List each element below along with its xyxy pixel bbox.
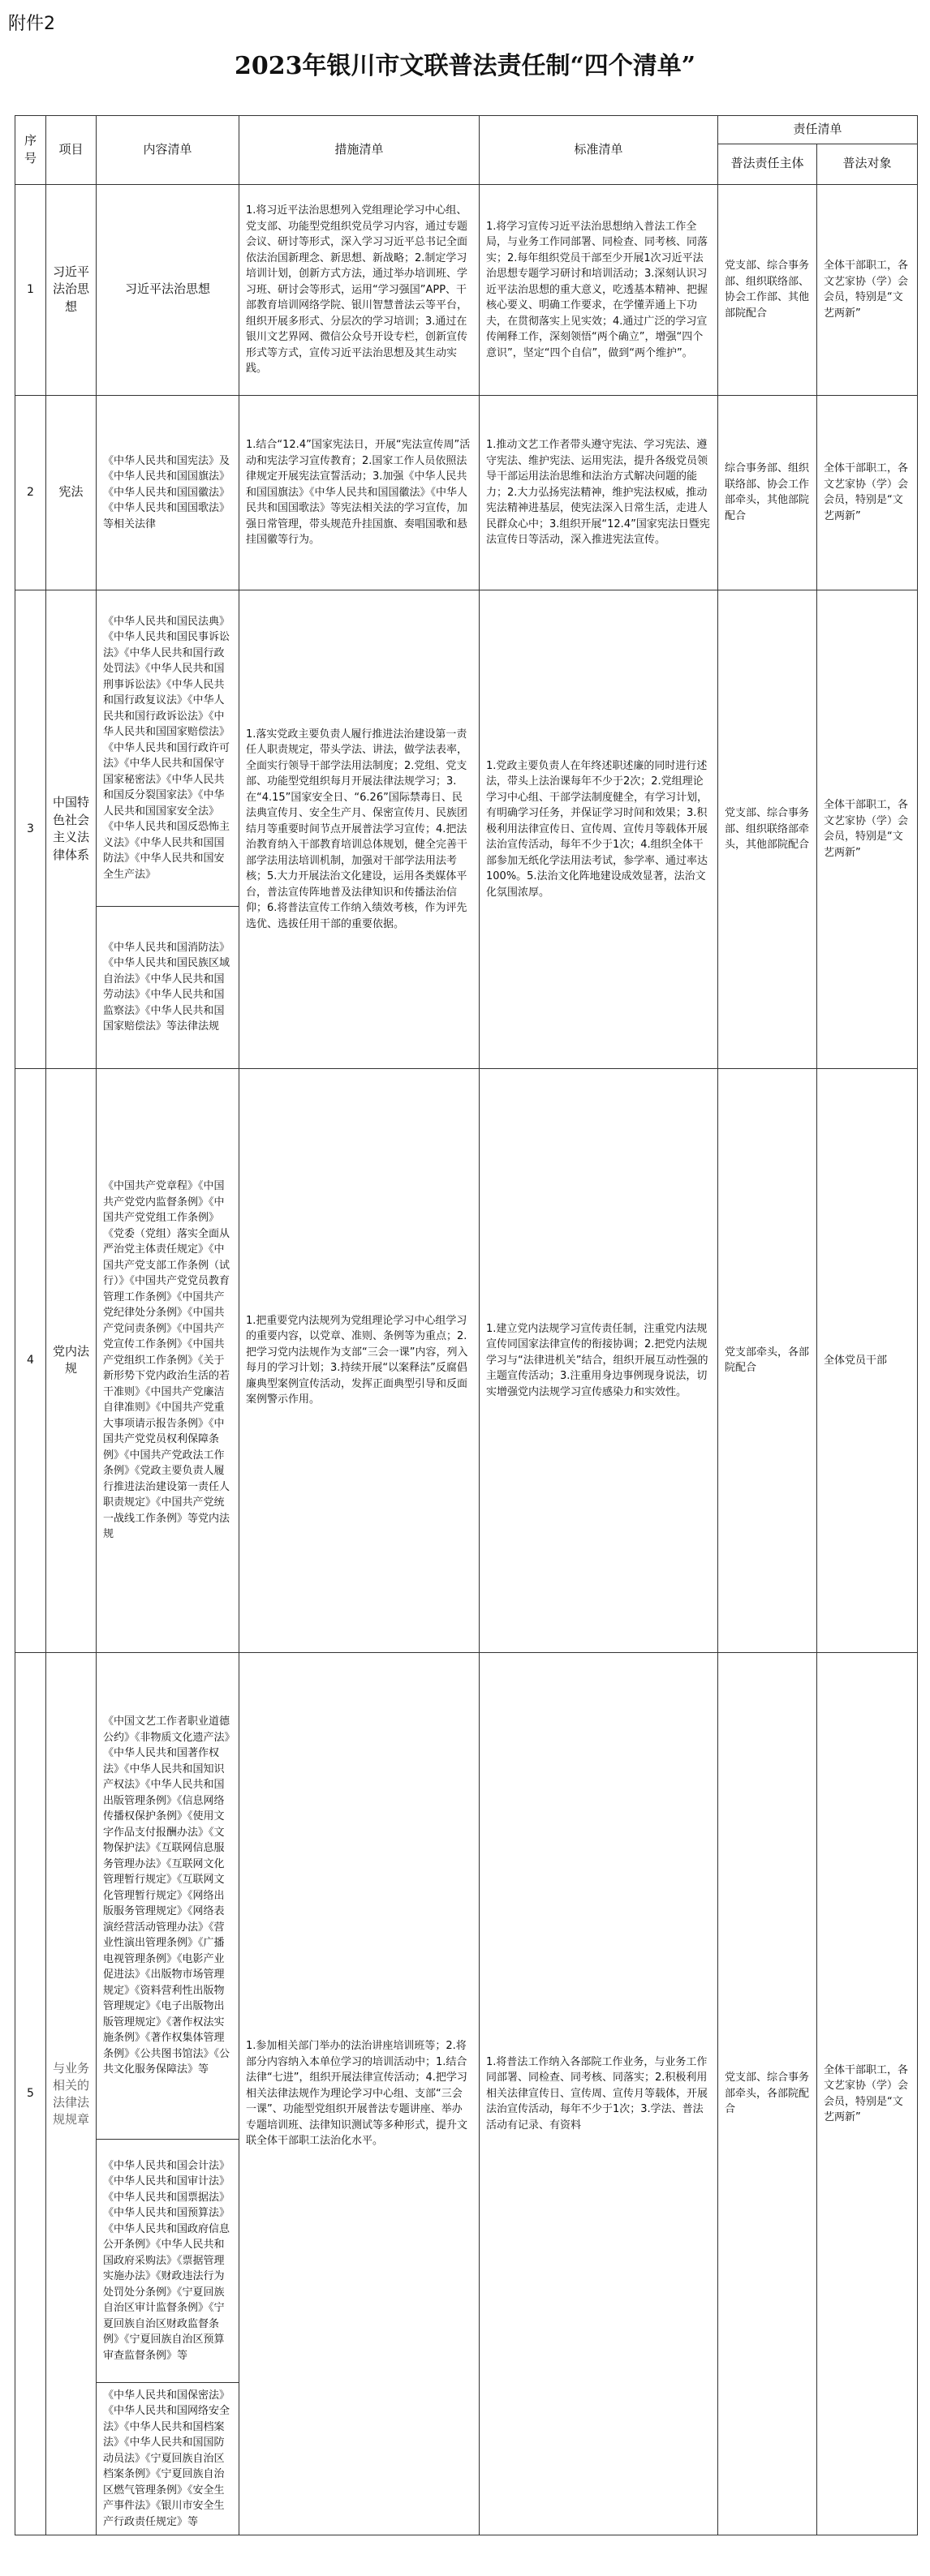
- row-content: 《中华人民共和国会计法》《中华人民共和国审计法》《中华人民共和国票据法》《中华人民共和国预算法》《中华人民共和国政府信息公开条例》《中华人民共和国政府采购法》《票据管理实施办法》《财政违法行为处罚处分条例》《宁夏回族自治区审计监督条例》《宁夏回族自治区财政监督条例》《宁夏回族自治区预算审查监督条例》等: [97, 2139, 239, 2382]
- row-no: 4: [15, 1068, 46, 1652]
- row-content: 习近平法治思想: [97, 184, 239, 395]
- row-target: 全体干部职工，各文艺家协（学）会会员，特别是“文艺两新”: [817, 1652, 918, 2535]
- row-standards: 1.将普法工作纳入各部院工作业务，与业务工作同部署、同检查、同考核、同落实；2.积极利用相关法律宣传日、宣传周、宣传月等载体，开展法治宣传活动，每年不少于1次；3.学法、普法活动有记录、有资料: [480, 1652, 718, 2535]
- row-target: 全体干部职工，各文艺家协（学）会会员，特别是“文艺两新”: [817, 184, 918, 395]
- row-target: 全体干部职工，各文艺家协（学）会会员，特别是“文艺两新”: [817, 395, 918, 590]
- attachment-label: 附件2: [8, 14, 55, 34]
- row-standards: 1.将学习宣传习近平法治思想纳入普法工作全局，与业务工作同部署、同检查、同考核、同落实；2.每年组织党员干部至少开展1次习近平法治思想专题学习研讨和培训活动；3.深刻认识习近平法治思想的重大意义，吃透基本精神、把握核心要义、明确工作要求，在学懂弄通上下功夫，在贯彻落实上见实效；4.通过广泛的学习宣传阐释工作，深刻领悟“两个确立”，增强“四个意识”，坚定“四个自信”，做到“两个维护”。: [480, 184, 718, 395]
- col-header-target: 普法对象: [817, 144, 918, 184]
- row-content: 《中国文艺工作者职业道德公约》《非物质文化遗产法》《中华人民共和国著作权法》《中华人民共和国知识产权法》《中华人民共和国出版管理条例》《信息网络传播权保护条例》《使用文字作品支付报酬办法》《文物保护法》《互联网信息服务管理办法》《互联网文化管理暂行规定》《互联网文化管理暂行规定》《网络出版服务管理规定》《网络表演经营活动管理办法》《营业性演出管理条例》《广播电视管理条例》《电影产业促进法》《出版物市场管理规定》《资料营利性出版物管理规定》《电子出版物出版管理规定》《著作权法实施条例》《著作权集体管理条例》《公共图书馆法》《公共文化服务保障法》等: [97, 1652, 239, 2139]
- page-title: 2023年银川市文联普法责任制“四个清单”: [234, 52, 695, 80]
- row-no: 1: [15, 184, 46, 395]
- row-subject: 党支部、综合事务部、组织联络部牵头，其他部院配合: [718, 590, 817, 1068]
- row-project: 中国特色社会主义法律体系: [46, 590, 97, 1068]
- row-no: 5: [15, 1652, 46, 2535]
- col-header-subject: 普法责任主体: [718, 144, 817, 184]
- row-measures: 1.结合“12.4”国家宪法日，开展“宪法宣传周”活动和宪法学习宣传教育；2.国家工作人员依照法律规定开展宪法宣誓活动；3.加强《中华人民共和国国旗法》《中华人民共和国国徽法》《中华人民共和国国歌法》等宪法相关法的学习宣传，加强日常管理，带头规范升挂国旗、奏唱国歌和悬挂国徽等行为。: [239, 395, 480, 590]
- col-header-content: 内容清单: [97, 116, 239, 185]
- row-no: 3: [15, 590, 46, 1068]
- row-subject: 党支部牵头，各部院配合: [718, 1068, 817, 1652]
- row-content: 《中华人民共和国民法典》《中华人民共和国民事诉讼法》《中华人民共和国行政处罚法》《中华人民共和国刑事诉讼法》《中华人民共和国行政复议法》《中华人民共和国行政诉讼法》《中华人民共和国国家赔偿法》《中华人民共和国行政许可法》《中华人民共和国保守国家秘密法》《中华人民共和国反分裂国家法》《中华人民共和国国家安全法》《中华人民共和国反恐怖主义法》《中华人民共和国国防法》《中华人民共和国安全生产法》: [97, 590, 239, 906]
- table-row: [15, 184, 918, 395]
- row-measures: 1.把重要党内法规列为党组理论学习中心组学习的重要内容，以党章、准则、条例等为重点；2.把学习党内法规作为支部“三会一课”内容，列入每月的学习计划；3.持续开展“以案释法”反腐倡廉典型案例宣传活动，发挥正面典型引导和反面案例警示作用。: [239, 1068, 480, 1652]
- row-subject: 党支部、综合事务部、组织联络部、协会工作部、其他部院配合: [718, 184, 817, 395]
- row-standards: 1.党政主要负责人在年终述职述廉的同时进行述法，带头上法治课每年不少于2次；2.党组理论学习中心组、干部学法制度健全，有学习计划，有明确学习任务，并保证学习时间和效果；3.积极利用法律宣传日、宣传周、宣传月等载体开展法治宣传活动，每年不少于1次；4.组织全体干部参加无纸化学法用法考试，参学率、通过率达100%。5.法治文化阵地建设成效显著，法治文化氛围浓厚。: [480, 590, 718, 1068]
- row-target: 全体干部职工，各文艺家协（学）会会员，特别是“文艺两新”: [817, 590, 918, 1068]
- table-row: [15, 590, 918, 906]
- col-header-standards: 标准清单: [480, 116, 718, 185]
- col-header-responsibility: 责任清单: [718, 116, 918, 144]
- table-row: [15, 1068, 918, 1652]
- row-no: 2: [15, 395, 46, 590]
- col-header-no: 序号: [15, 116, 46, 185]
- col-header-measures: 措施清单: [239, 116, 480, 185]
- row-content: 《中华人民共和国消防法》《中华人民共和国民族区域自治法》《中华人民共和国劳动法》《中华人民共和国监察法》《中华人民共和国国家赔偿法》等法律法规: [97, 906, 239, 1068]
- row-standards: 1.建立党内法规学习宣传责任制，注重党内法规宣传同国家法律宣传的衔接协调；2.把党内法规学习与“法律进机关”结合，组织开展互动性强的主题宣传活动；3.注重用身边事例现身说法，切实增强党内法规学习宣传感染力和实效性。: [480, 1068, 718, 1652]
- row-project: 习近平法治思想: [46, 184, 97, 395]
- row-project: 党内法规: [46, 1068, 97, 1652]
- table-row: [15, 1652, 918, 2139]
- row-measures: 1.参加相关部门举办的法治讲座培训班等；2.将部分内容纳入本单位学习的培训活动中；1.结合法律“七进”，组织开展法律宣传活动；4.把学习相关法律法规作为理论学习中心组、支部“三会一课”、功能型党组织开展普法专题讲座、举办专题培训班、法律知识测试等多种形式，提升文联全体干部职工法治化水平。: [239, 1652, 480, 2535]
- row-standards: 1.推动文艺工作者带头遵守宪法、学习宪法、遵守宪法、维护宪法、运用宪法，提升各级党员领导干部运用法治思维和法治方式解决问题的能力；2.大力弘扬宪法精神，维护宪法权威，推动宪法精神进基层，使宪法深入日常生活，走进人民群众心中；3.组织开展“12.4”国家宪法日暨宪法宣传日等活动，深入推进宪法宣传。: [480, 395, 718, 590]
- row-measures: 1.将习近平法治思想列入党组理论学习中心组、党支部、功能型党组织党员学习内容，通过专题会议、研讨等形式，深入学习习近平总书记全面依法治国新理念、新思想、新战略；2.制定学习培训计划，创新方式方法，通过举办培训班、学习班、研讨会等形式，运用“学习强国”APP、干部教育培训网络学院、银川智慧普法云等平台，组织开展多形式、分层次的学习培训；3.通过在银川文艺界网、微信公众号开设专栏，创新宣传形式等方式，宣传习近平法治思想及其生动实践。: [239, 184, 480, 395]
- row-measures: 1.落实党政主要负责人履行推进法治建设第一责任人职责规定，带头学法、讲法，做学法表率，全面实行领导干部学法用法制度；2.党组、党支部、功能型党组织每月开展法律法规学习；3.在“4.15”国家安全日、“6.26”国际禁毒日、民法典宣传月、安全生产月、保密宣传月、民族团结月等重要时间节点开展普法学习宣传；4.把法治教育纳入干部教育培训总体规划，健全完善干部学法用法培训机制，加强对干部学法用法考核；5.大力开展法治文化建设，运用各类媒体平台，普法宣传阵地普及法律知识和传播法治信仰；6.将普法宣传工作纳入绩效考核，作为评先选优、选拔任用干部的重要依据。: [239, 590, 480, 1068]
- responsibility-table: [15, 115, 918, 2535]
- row-subject: 党支部、综合事务部牵头，各部院配合: [718, 1652, 817, 2535]
- row-content: 《中华人民共和国保密法》《中华人民共和国网络安全法》《中华人民共和国档案法》《中华人民共和国国防动员法》《宁夏回族自治区档案条例》《宁夏回族自治区燃气管理条例》《安全生产事件法》《银川市安全生产行政责任规定》等: [97, 2382, 239, 2535]
- row-project: 与业务相关的法律法规规章: [46, 1652, 97, 2535]
- col-header-project: 项目: [46, 116, 97, 185]
- row-project: 宪法: [46, 395, 97, 590]
- row-content: 《中华人民共和国宪法》及《中华人民共和国国旗法》《中华人民共和国国徽法》《中华人民共和国国歌法》等相关法律: [97, 395, 239, 590]
- row-content: 《中国共产党章程》《中国共产党党内监督条例》《中国共产党党组工作条例》《党委（党组）落实全面从严治党主体责任规定》《中国共产党支部工作条例（试行）》《中国共产党党员教育管理工作条例》《中国共产党纪律处分条例》《中国共产党问责条例》《中国共产党宣传工作条例》《中国共产党组织工作条例》《关于新形势下党内政治生活的若干准则》《中国共产党廉洁自律准则》《中国共产党重大事项请示报告条例》《中国共产党党员权利保障条例》《中国共产党政法工作条例》《党政主要负责人履行推进法治建设第一责任人职责规定》《中国共产党统一战线工作条例》等党内法规: [97, 1068, 239, 1652]
- row-subject: 综合事务部、组织联络部、协会工作部牵头，其他部院配合: [718, 395, 817, 590]
- row-target: 全体党员干部: [817, 1068, 918, 1652]
- table-row: [15, 395, 918, 590]
